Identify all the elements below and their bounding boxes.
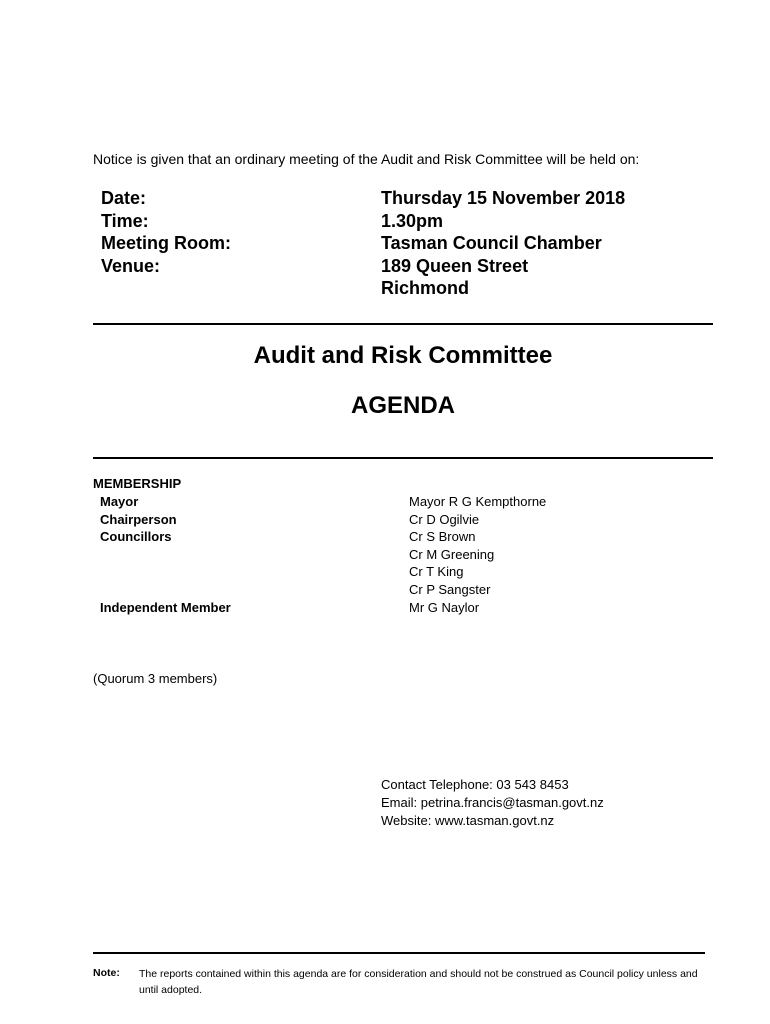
membership-list [100, 493, 620, 616]
member-name: Mayor R G Kempthorne [409, 494, 547, 509]
member-row [100, 511, 620, 529]
member-role: Independent Member [100, 599, 231, 615]
contact-email: Email: petrina.francis@tasman.govt.nz [381, 795, 604, 810]
top-divider [93, 323, 713, 325]
footer-divider [93, 952, 705, 954]
member-row [100, 599, 620, 617]
meeting-notice: Notice is given that an ordinary meeting of the Audit and Risk Committee will be held on: [93, 151, 640, 167]
note-text: The reports contained within this agenda are for consideration and should not be construed as Council policy unless and until adopted. [139, 968, 698, 996]
membership-heading: MEMBERSHIP [93, 476, 182, 491]
meeting-detail-row [101, 255, 721, 278]
member-row [100, 546, 620, 564]
member-row [100, 493, 620, 511]
meeting-date-label: Date: [101, 188, 147, 208]
meeting-date-value: Thursday 15 November 2018 [381, 188, 626, 208]
member-role: Chairperson [100, 511, 177, 527]
member-name: Cr D Ogilvie [409, 511, 480, 527]
meeting-time-label: Time: [101, 210, 149, 231]
meeting-venue-city: Richmond [381, 278, 469, 298]
note-label: Note: [93, 967, 120, 979]
meeting-venue-label: Venue: [101, 255, 161, 276]
member-row [100, 581, 620, 599]
footer-note [93, 967, 713, 998]
meeting-detail-row [101, 232, 721, 255]
member-name: Cr M Greening [409, 546, 495, 562]
contact-telephone: Contact Telephone: 03 543 8453 [381, 777, 569, 792]
meeting-room-label: Meeting Room: [101, 233, 231, 253]
member-role: Mayor [100, 494, 139, 509]
bottom-divider [93, 457, 713, 459]
member-name: Cr S Brown [409, 529, 476, 545]
member-name: Cr P Sangster [409, 581, 491, 597]
member-name: Mr G Naylor [409, 599, 480, 615]
meeting-room-value: Tasman Council Chamber [381, 233, 602, 253]
meeting-detail-row [101, 187, 721, 210]
meeting-time-value: 1.30pm [381, 210, 444, 231]
meeting-venue-value: 189 Queen Street [381, 255, 529, 276]
member-role: Councillors [100, 529, 172, 545]
member-role [100, 546, 409, 564]
meeting-detail-row [101, 277, 721, 300]
meeting-detail-row [101, 210, 721, 233]
member-row [100, 563, 620, 581]
member-role [100, 581, 409, 599]
contact-block [381, 776, 604, 830]
meeting-venue-label-cont [101, 277, 381, 300]
contact-website: Website: www.tasman.govt.nz [381, 813, 555, 828]
member-name: Cr T King [409, 564, 464, 580]
meeting-details [101, 187, 721, 300]
member-role [100, 563, 409, 581]
quorum-text: (Quorum 3 members) [93, 671, 218, 686]
agenda-title: AGENDA [350, 392, 455, 419]
committee-title: Audit and Risk Committee [253, 342, 553, 369]
member-row [100, 528, 620, 546]
